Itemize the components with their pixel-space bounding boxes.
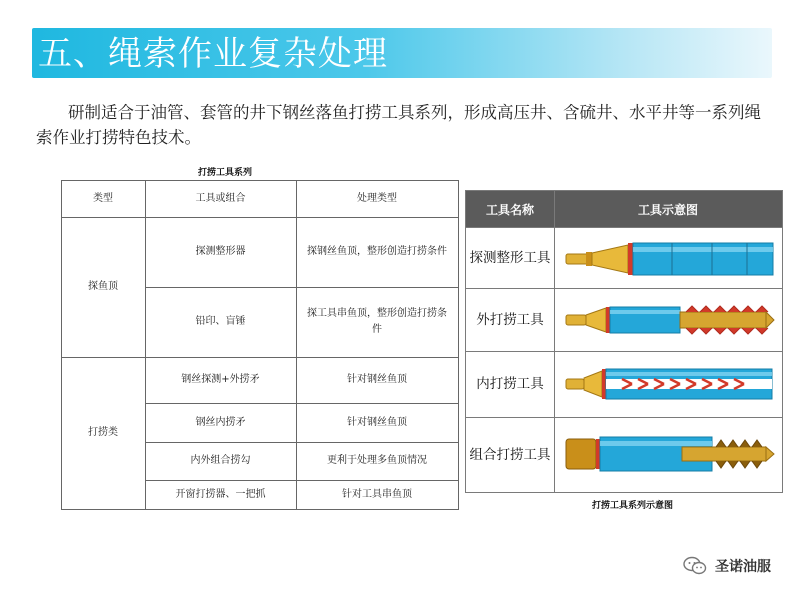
header-handling: 处理类型 [357, 192, 397, 204]
tool-name: 外打捞工具 [476, 311, 544, 328]
handling-cell: 更利于处理多鱼顶情况 [327, 455, 427, 466]
right-table-caption: 打捞工具系列示意图 [592, 501, 674, 511]
tool-cell: 探测整形器 [195, 246, 246, 257]
handling-cell: 针对工具串鱼顶 [342, 488, 412, 500]
tool-series-table [61, 180, 459, 510]
header-tool: 工具或组合 [195, 192, 246, 204]
brand-name: 圣诺油服 [715, 559, 771, 575]
group-type: 打捞类 [88, 427, 118, 438]
tool-cell: 钢丝内捞矛 [195, 416, 246, 428]
tool-cell: 钢丝探测+外捞矛 [181, 374, 260, 385]
intro-paragraph: 研制适合于油管、套管的井下钢丝落鱼打捞工具系列，形成高压井、含硫井、水平井等一系列绳索作业打捞特色技术。 [36, 103, 761, 147]
handling-cell: 探钢丝鱼顶，整形创造打捞条件 [307, 246, 447, 257]
handling-cell: 针对钢丝鱼顶 [347, 416, 407, 428]
wechat-icon [683, 556, 707, 576]
tool-name: 组合打捞工具 [469, 446, 551, 463]
handling-cell: 探工具串鱼顶，整形创造打捞条件 [307, 308, 447, 335]
group-type: 探鱼顶 [88, 281, 118, 292]
probe-shaping-tool-icon [562, 239, 776, 279]
inner-fishing-tool-icon [562, 365, 776, 403]
footer-watermark [683, 556, 771, 576]
tool-cell: 内外组合捞勾 [190, 455, 251, 466]
header-type: 类型 [93, 192, 113, 204]
combined-fishing-tool-icon [562, 431, 776, 477]
page-title: 五、绳索作业复杂处理 [38, 34, 388, 74]
tool-cell: 铅印、盲锤 [195, 316, 246, 327]
left-table-caption: 打捞工具系列 [198, 168, 253, 178]
header-tool-diagram: 工具示意图 [637, 202, 698, 217]
tool-name: 探测整形工具 [469, 249, 551, 266]
tool-diagram-table [465, 190, 783, 493]
tool-cell: 开窗打捞器、一把抓 [175, 488, 266, 500]
tool-name: 内打捞工具 [476, 376, 544, 392]
header-tool-name: 工具名称 [485, 202, 534, 217]
outer-fishing-tool-icon [562, 302, 776, 338]
handling-cell: 针对钢丝鱼顶 [347, 374, 407, 385]
